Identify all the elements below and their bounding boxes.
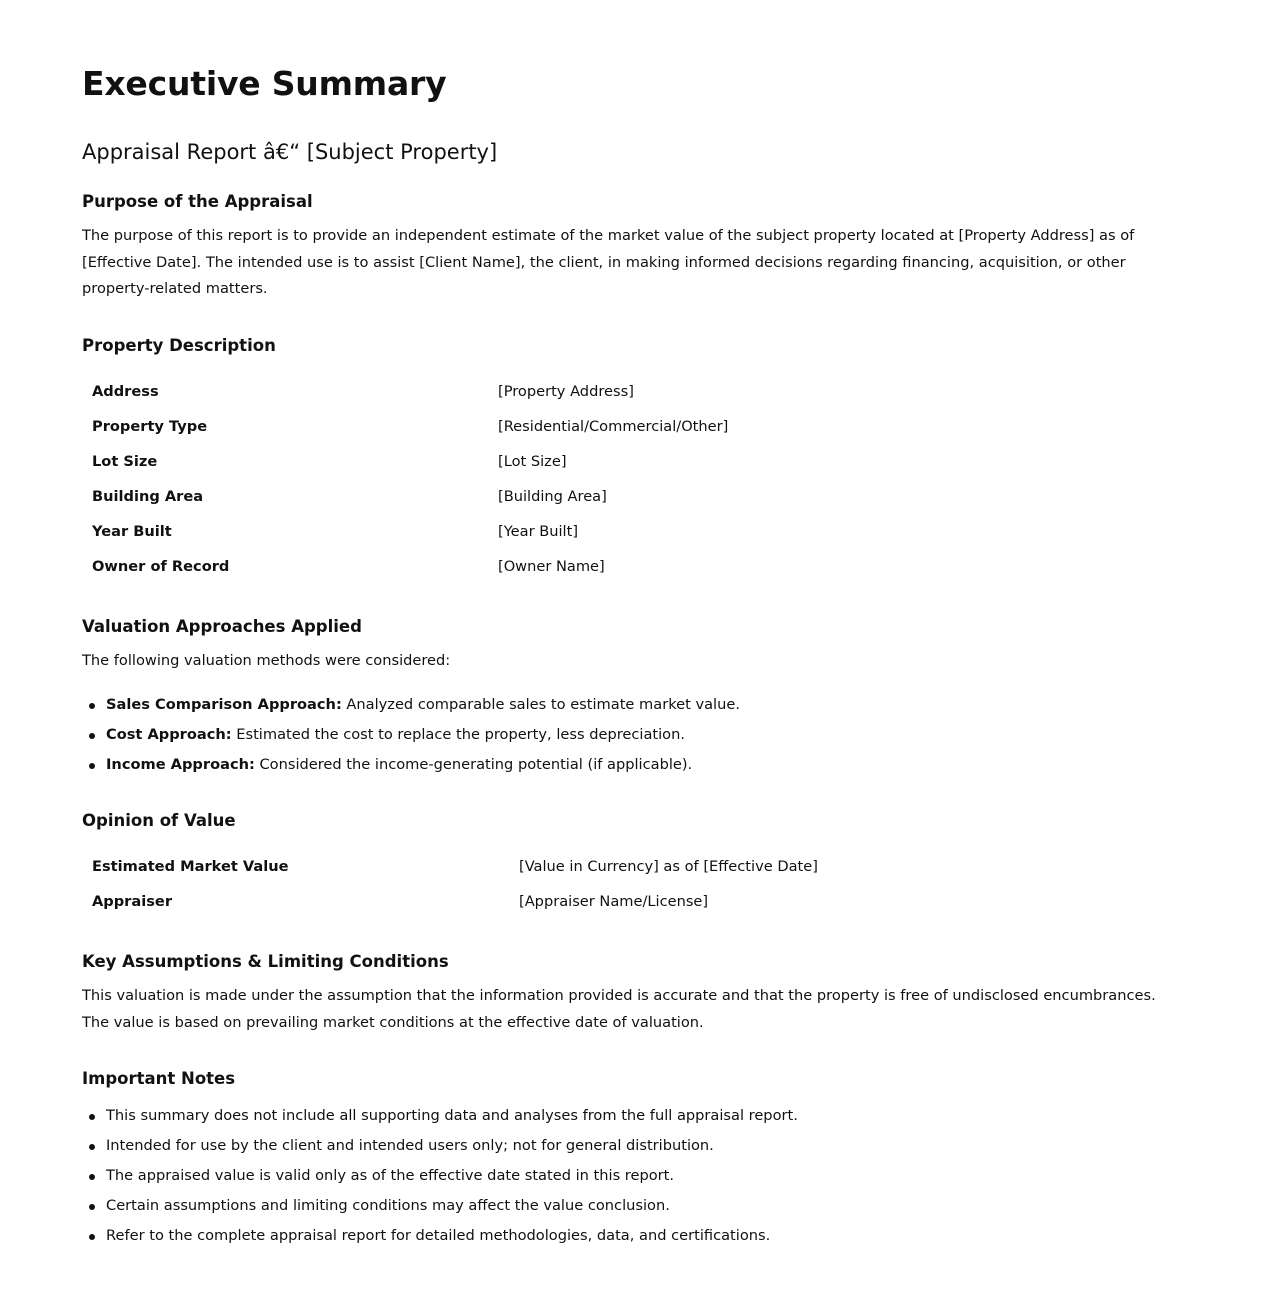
table-row xyxy=(82,884,828,919)
page-title: Executive Summary xyxy=(82,64,447,103)
list-item xyxy=(82,720,1182,750)
notes-heading: Important Notes xyxy=(82,1069,236,1088)
table-row xyxy=(82,479,738,514)
report-subtitle: Appraisal Report â€“ [Subject Property] xyxy=(82,140,498,164)
row-value: [Value in Currency] as of [Effective Date] xyxy=(519,858,818,875)
approach-name: Income Approach: xyxy=(106,756,255,773)
row-label: Property Type xyxy=(92,418,208,435)
table-row xyxy=(82,444,738,479)
row-label: Lot Size xyxy=(92,453,158,470)
approach-text: Considered the income-generating potential (if applicable). xyxy=(254,756,693,773)
table-row xyxy=(82,374,738,409)
row-value: [Building Area] xyxy=(498,488,607,505)
approach-text: Analyzed comparable sales to estimate market value. xyxy=(341,696,740,713)
row-label: Appraiser xyxy=(92,893,173,910)
row-value: [Residential/Commercial/Other] xyxy=(498,418,729,435)
opinion-table xyxy=(82,849,828,919)
row-value: [Appraiser Name/License] xyxy=(519,893,709,910)
row-value: [Owner Name] xyxy=(498,558,605,575)
table-row xyxy=(82,409,738,444)
row-label: Building Area xyxy=(92,488,204,505)
assumptions-text: This valuation is made under the assumption that the information provided is accurate and that the property is free of undisclosed encumbrances. The value is based on prevailing market conditions at the effective date of valuation. xyxy=(82,987,1156,1031)
row-value: [Lot Size] xyxy=(498,453,567,470)
table-row xyxy=(82,849,828,884)
table-row xyxy=(82,514,738,549)
row-value: [Property Address] xyxy=(498,383,634,400)
row-label: Owner of Record xyxy=(92,558,230,575)
list-item: The appraised value is valid only as of the effective date stated in this report. xyxy=(82,1161,1182,1191)
list-item: This summary does not include all supporting data and analyses from the full appraisal report. xyxy=(82,1101,1182,1131)
approach-text: Estimated the cost to replace the property, less depreciation. xyxy=(231,726,685,743)
list-item: Certain assumptions and limiting conditions may affect the value conclusion. xyxy=(82,1191,1182,1221)
list-item: Refer to the complete appraisal report for detailed methodologies, data, and certifications. xyxy=(82,1221,1182,1251)
valuation-intro: The following valuation methods were considered: xyxy=(82,652,451,669)
row-label: Year Built xyxy=(92,523,172,540)
list-item xyxy=(82,690,1182,720)
valuation-list xyxy=(82,690,1182,780)
opinion-heading: Opinion of Value xyxy=(82,811,236,830)
row-value: [Year Built] xyxy=(498,523,579,540)
approach-name: Cost Approach: xyxy=(106,726,232,743)
property-description-heading: Property Description xyxy=(82,336,276,355)
table-row xyxy=(82,549,738,584)
valuation-heading: Valuation Approaches Applied xyxy=(82,617,362,636)
list-item: Intended for use by the client and intended users only; not for general distribution. xyxy=(82,1131,1182,1161)
purpose-text: The purpose of this report is to provide an independent estimate of the market value of the subject property located at [Property Address] as of [Effective Date]. The intended use is to assist [Client Name], the client, in making informed decisions regarding financing, acquisition, or other property-related matters. xyxy=(82,227,1135,297)
approach-name: Sales Comparison Approach: xyxy=(106,696,342,713)
row-label: Estimated Market Value xyxy=(92,858,289,875)
purpose-heading: Purpose of the Appraisal xyxy=(82,192,313,211)
assumptions-heading: Key Assumptions & Limiting Conditions xyxy=(82,952,449,971)
property-description-table xyxy=(82,374,738,584)
notes-list xyxy=(82,1101,1182,1251)
list-item xyxy=(82,750,1182,780)
row-label: Address xyxy=(92,383,159,400)
